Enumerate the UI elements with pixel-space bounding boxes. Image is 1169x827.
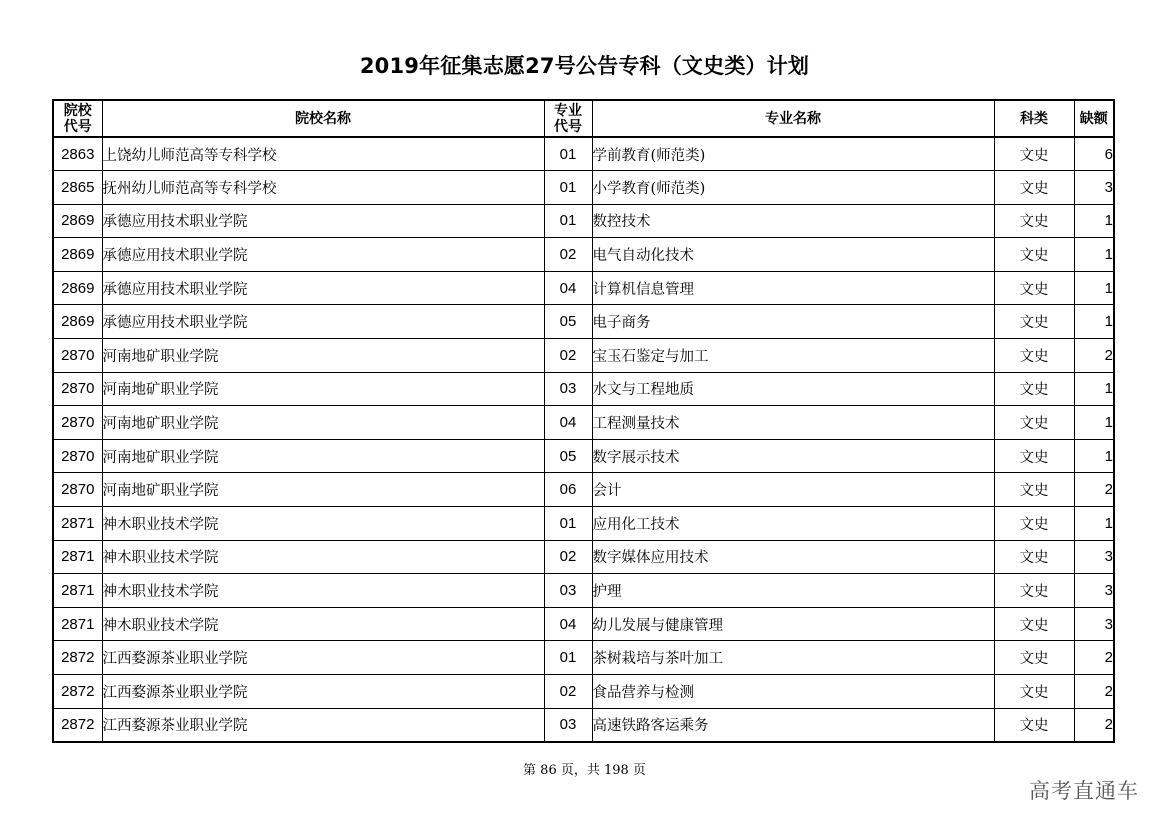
school-code-cell: 2870 [53,473,102,507]
category-cell: 文史 [994,339,1074,373]
school-code-cell: 2871 [53,507,102,541]
category-cell: 文史 [994,137,1074,171]
table-row [53,473,1114,507]
major-name-cell: 食品营养与检测 [592,675,994,709]
table-row [53,439,1114,473]
category-cell: 文史 [994,641,1074,675]
major-code-cell: 02 [544,238,592,272]
school-code-cell: 2872 [53,675,102,709]
school-name-cell: 河南地矿职业学院 [102,473,544,507]
table-row [53,507,1114,541]
major-code-cell: 06 [544,473,592,507]
header-category: 科类 [994,100,1074,137]
page-title: 2019年征集志愿27号公告专科（文史类）计划 [359,54,810,78]
table-row [53,372,1114,406]
table-row [53,238,1114,272]
major-name-cell: 小学教育(师范类) [592,171,994,205]
vacancy-cell: 1 [1074,305,1114,339]
school-code-cell: 2863 [53,137,102,171]
major-name-cell: 茶树栽培与茶叶加工 [592,641,994,675]
category-cell: 文史 [994,271,1074,305]
major-code-cell: 01 [544,507,592,541]
school-code-cell: 2870 [53,339,102,373]
school-name-cell: 承德应用技术职业学院 [102,238,544,272]
category-cell: 文史 [994,372,1074,406]
table-row [53,708,1114,742]
major-name-cell: 数控技术 [592,204,994,238]
school-name-cell: 上饶幼儿师范高等专科学校 [102,137,544,171]
school-code-cell: 2870 [53,439,102,473]
school-code-cell: 2869 [53,204,102,238]
major-name-cell: 宝玉石鉴定与加工 [592,339,994,373]
page-number: 第 86 页，共 198 页 [523,763,646,778]
header-vacancy: 缺额 [1074,100,1114,137]
school-name-cell: 江西婺源茶业职业学院 [102,708,544,742]
table-row [53,675,1114,709]
table-row [53,204,1114,238]
vacancy-cell: 2 [1074,641,1114,675]
major-name-cell: 幼儿发展与健康管理 [592,607,994,641]
table-header-row [53,100,1114,137]
school-code-cell: 2869 [53,271,102,305]
header-school-code: 院校 代号 [53,100,102,137]
category-cell: 文史 [994,473,1074,507]
vacancy-cell: 6 [1074,137,1114,171]
major-code-cell: 04 [544,406,592,440]
major-name-cell: 应用化工技术 [592,507,994,541]
school-name-cell: 神木职业技术学院 [102,574,544,608]
header-major-name: 专业名称 [592,100,994,137]
school-code-cell: 2871 [53,574,102,608]
category-cell: 文史 [994,507,1074,541]
major-name-cell: 学前教育(师范类) [592,137,994,171]
vacancy-cell: 1 [1074,271,1114,305]
major-code-cell: 01 [544,641,592,675]
school-name-cell: 神木职业技术学院 [102,507,544,541]
school-code-cell: 2872 [53,708,102,742]
category-cell: 文史 [994,708,1074,742]
major-name-cell: 水文与工程地质 [592,372,994,406]
school-name-cell: 河南地矿职业学院 [102,339,544,373]
vacancy-cell: 2 [1074,708,1114,742]
category-cell: 文史 [994,406,1074,440]
major-name-cell: 会计 [592,473,994,507]
table-row [53,574,1114,608]
major-code-cell: 01 [544,204,592,238]
table-row [53,607,1114,641]
major-name-cell: 数字展示技术 [592,439,994,473]
vacancy-cell: 1 [1074,406,1114,440]
vacancy-cell: 3 [1074,540,1114,574]
school-code-cell: 2871 [53,540,102,574]
major-code-cell: 04 [544,271,592,305]
vacancy-cell: 3 [1074,171,1114,205]
major-name-cell: 护理 [592,574,994,608]
major-name-cell: 工程测量技术 [592,406,994,440]
vacancy-cell: 1 [1074,238,1114,272]
table-row [53,305,1114,339]
school-code-cell: 2869 [53,238,102,272]
table-row [53,271,1114,305]
school-code-cell: 2869 [53,305,102,339]
school-name-cell: 河南地矿职业学院 [102,406,544,440]
admission-plan-table [52,99,1115,743]
header-school-name: 院校名称 [102,100,544,137]
table-row [53,540,1114,574]
school-code-cell: 2870 [53,406,102,440]
school-name-cell: 河南地矿职业学院 [102,372,544,406]
category-cell: 文史 [994,305,1074,339]
header-major-code: 专业 代号 [544,100,592,137]
school-code-cell: 2870 [53,372,102,406]
vacancy-cell: 1 [1074,439,1114,473]
table-row [53,406,1114,440]
vacancy-cell: 3 [1074,607,1114,641]
category-cell: 文史 [994,574,1074,608]
category-cell: 文史 [994,607,1074,641]
table-row [53,137,1114,171]
major-code-cell: 02 [544,540,592,574]
school-name-cell: 抚州幼儿师范高等专科学校 [102,171,544,205]
major-code-cell: 02 [544,675,592,709]
category-cell: 文史 [994,540,1074,574]
vacancy-cell: 2 [1074,473,1114,507]
school-code-cell: 2871 [53,607,102,641]
major-name-cell: 电子商务 [592,305,994,339]
category-cell: 文史 [994,675,1074,709]
school-code-cell: 2872 [53,641,102,675]
vacancy-cell: 2 [1074,675,1114,709]
major-name-cell: 高速铁路客运乘务 [592,708,994,742]
major-code-cell: 03 [544,574,592,608]
major-code-cell: 04 [544,607,592,641]
school-name-cell: 河南地矿职业学院 [102,439,544,473]
vacancy-cell: 2 [1074,339,1114,373]
table-row [53,641,1114,675]
category-cell: 文史 [994,204,1074,238]
vacancy-cell: 1 [1074,507,1114,541]
table-body [53,137,1114,742]
category-cell: 文史 [994,171,1074,205]
major-code-cell: 01 [544,171,592,205]
major-code-cell: 05 [544,439,592,473]
category-cell: 文史 [994,238,1074,272]
school-name-cell: 江西婺源茶业职业学院 [102,641,544,675]
major-name-cell: 数字媒体应用技术 [592,540,994,574]
table-row [53,339,1114,373]
major-name-cell: 计算机信息管理 [592,271,994,305]
school-name-cell: 江西婺源茶业职业学院 [102,675,544,709]
major-code-cell: 02 [544,339,592,373]
major-name-cell: 电气自动化技术 [592,238,994,272]
school-name-cell: 神木职业技术学院 [102,607,544,641]
major-code-cell: 01 [544,137,592,171]
vacancy-cell: 3 [1074,574,1114,608]
table-row [53,171,1114,205]
vacancy-cell: 1 [1074,372,1114,406]
school-name-cell: 神木职业技术学院 [102,540,544,574]
vacancy-cell: 1 [1074,204,1114,238]
category-cell: 文史 [994,439,1074,473]
school-code-cell: 2865 [53,171,102,205]
major-code-cell: 03 [544,372,592,406]
school-name-cell: 承德应用技术职业学院 [102,305,544,339]
major-code-cell: 05 [544,305,592,339]
school-name-cell: 承德应用技术职业学院 [102,271,544,305]
watermark: 高考直通车 [1029,779,1139,803]
major-code-cell: 03 [544,708,592,742]
school-name-cell: 承德应用技术职业学院 [102,204,544,238]
